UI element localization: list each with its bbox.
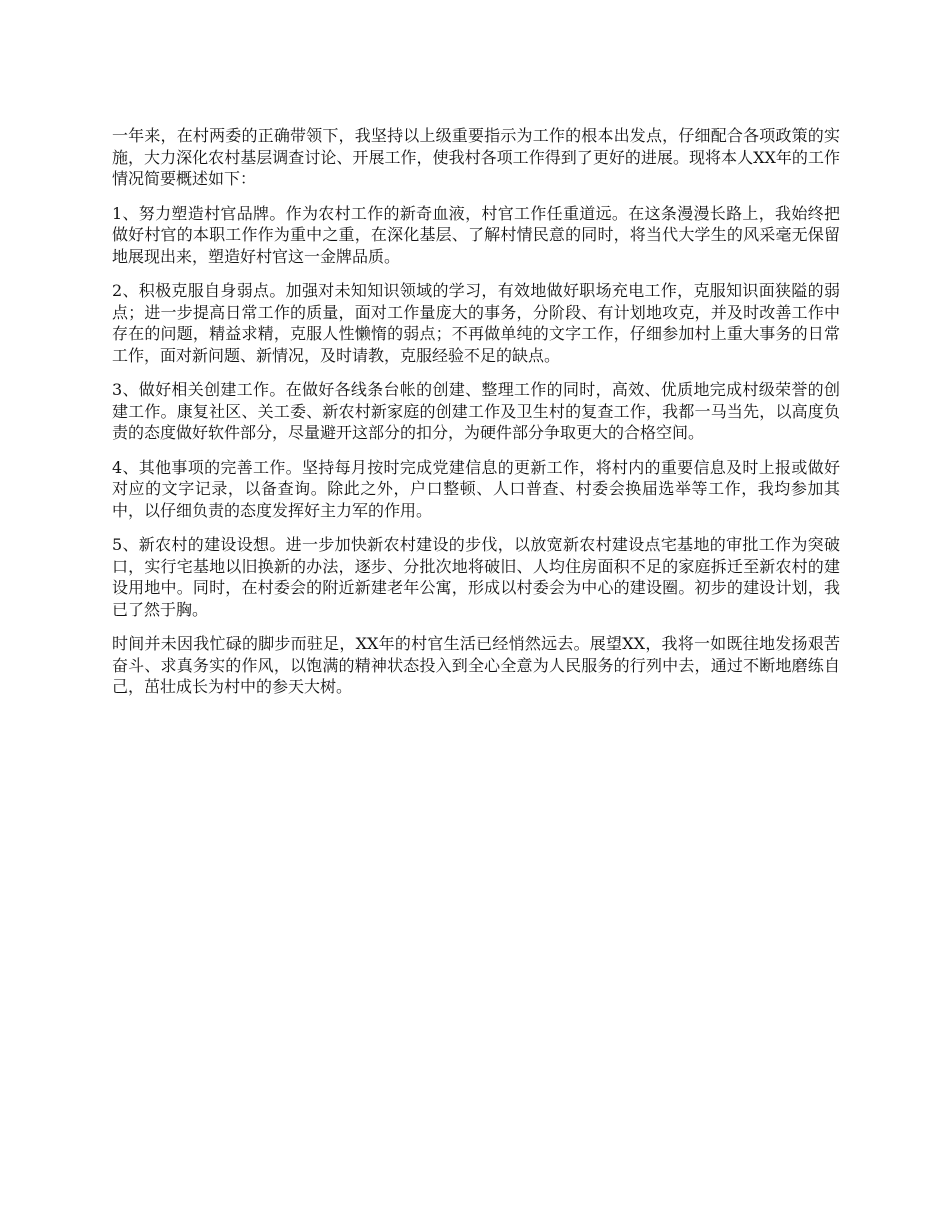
item-1-paragraph: 1、努力塑造村官品牌。作为农村工作的新奇血液，村官工作任重道远。在这条漫漫长路上，我始终把做好村官的本职工作作为重中之重，在深化基层、了解村情民意的同时，将当代大学生的风采毫无保留地展现出来，塑造好村官这一金牌品质。 [112, 203, 840, 266]
document-body [112, 125, 840, 711]
item-3-paragraph: 3、做好相关创建工作。在做好各线条台帐的创建、整理工作的同时，高效、优质地完成村级荣誉的创建工作。康复社区、关工委、新农村新家庭的创建工作及卫生村的复查工作，我都一马当先，以高度负责的态度做好软件部分，尽量避开这部分的扣分，为硬件部分争取更大的合格空间。 [112, 380, 840, 442]
item-5-paragraph: 5、新农村的建设设想。进一步加快新农村建设的步伐，以放宽新农村建设点宅基地的审批工作为突破口，实行宅基地以旧换新的办法，逐步、分批次地将破旧、人均住房面积不足的家庭拆迁至新农村的建设用地中。同时，在村委会的附近新建老年公寓，形成以村委会为中心的建设圈。初步的建设计划，我已了然于胸。 [112, 535, 840, 619]
item-4-paragraph: 4、其他事项的完善工作。坚持每月按时完成党建信息的更新工作，将村内的重要信息及时上报或做好对应的文字记录，以备查询。除此之外，户口整顿、人口普查、村委会换届选举等工作，我均参加其中，以仔细负责的态度发挥好主力军的作用。 [112, 457, 840, 520]
intro-paragraph: 一年来，在村两委的正确带领下，我坚持以上级重要指示为工作的根本出发点，仔细配合各项政策的实施，大力深化农村基层调查讨论、开展工作，使我村各项工作得到了更好的进展。现将本人XX年的工作情况简要概述如下： [112, 126, 840, 188]
item-2-paragraph: 2、积极克服自身弱点。加强对未知知识领域的学习，有效地做好职场充电工作，克服知识面狭隘的弱点；进一步提高日常工作的质量，面对工作量庞大的事务，分阶段、有计划地攻克，并及时改善工作中存在的问题，精益求精，克服人性懒惰的弱点；不再做单纯的文字工作，仔细参加村上重大事务的日常工作，面对新问题、新情况，及时请教，克服经验不足的缺点。 [112, 281, 840, 365]
closing-paragraph: 时间并未因我忙碌的脚步而驻足，XX年的村官生活已经悄然远去。展望XX，我将一如既往地发扬艰苦奋斗、求真务实的作风，以饱满的精神状态投入到全心全意为人民服务的行列中去，通过不断地磨练自己，茁壮成长为村中的参天大树。 [112, 634, 840, 696]
